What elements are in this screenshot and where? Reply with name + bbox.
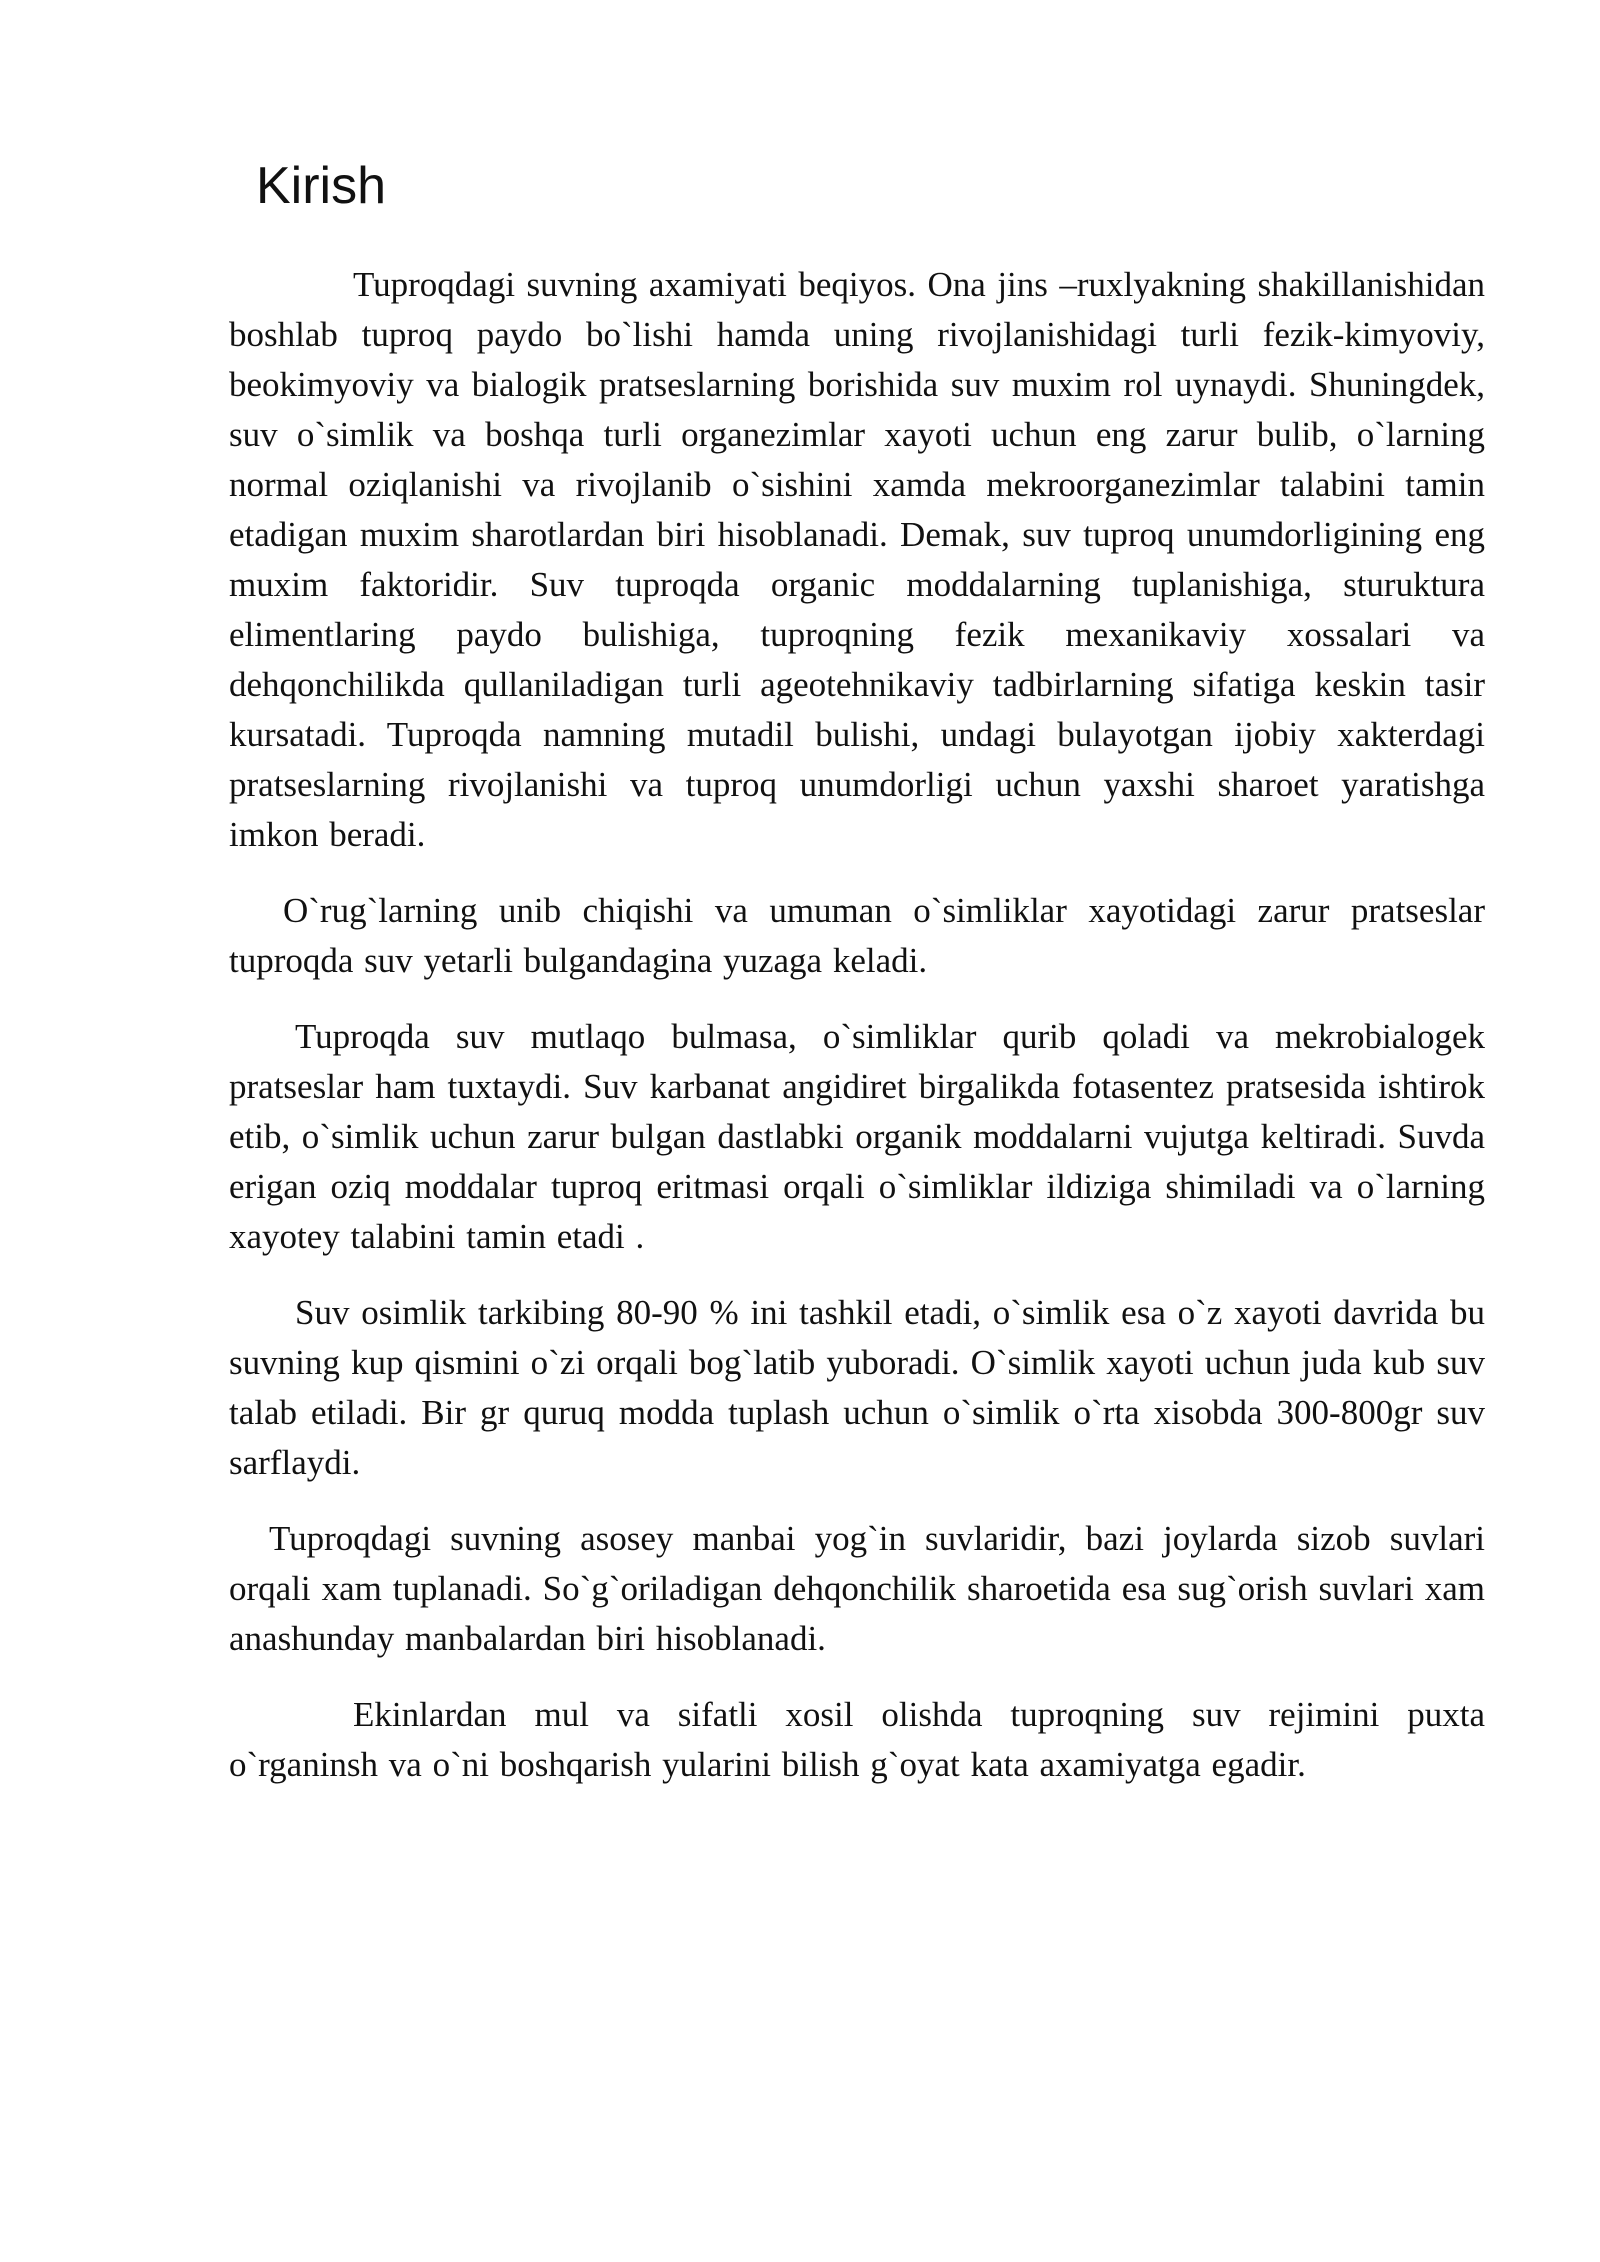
page-title: Kirish	[256, 157, 387, 215]
paragraph-3: Tuproqda suv mutlaqo bulmasa, o`simliklar qurib qoladi va mekrobialogek pratseslar ham tuxtaydi. Suv karbanat angidiret birgalikda fotasentez pratsesida ishtirok etib, o`simlik uchun zarur bulgan dastlabki organik moddalarni vujutga keltiradi. Suvda erigan oziq moddalar tuproq eritmasi orqali o`simliklar ildiziga shimiladi va o`larning xayotey talabini tamin etadi .	[229, 1017, 1485, 1256]
document-body	[229, 150, 1485, 1816]
paragraph-2: O`rug`larning unib chiqishi va umuman o`simliklar xayotidagi zarur pratseslar tuproqda suv yetarli bulgandagina yuzaga keladi.	[229, 891, 1485, 980]
paragraph-1: Tuproqdagi suvning axamiyati beqiyos. Ona jins –ruxlyakning shakillanishidan boshlab tuproq paydo bo`lishi hamda uning rivojlanishidagi turli fezik-kimyoviy, beokimyoviy va bialogik pratseslarning borishida suv muxim rol uynaydi. Shuningdek, suv o`simlik va boshqa turli organezimlar xayoti uchun eng zarur bulib, o`larning normal oziqlanishi va rivojlanib o`sishini xamda mekroorganezimlar talabini tamin etadigan muxim sharotlardan biri hisoblanadi. Demak, suv tuproq unumdorligining eng muxim faktoridir. Suv tuproqda organic moddalarning tuplanishiga, sturuktura elimentlaring paydo bulishiga, tuproqning fezik mexanikaviy xossalari va dehqonchilikda qullaniladigan turli ageotehnikaviy tadbirlarning sifatiga keskin tasir kursatadi. Tuproqda namning mutadil bulishi, undagi bulayotgan ijobiy xakterdagi pratseslarning rivojlanishi va tuproq unumdorligi uchun yaxshi sharoet yaratishga imkon beradi.	[229, 265, 1485, 854]
paragraph-6: Ekinlardan mul va sifatli xosil olishda tuproqning suv rejimini puxta o`rganinsh va o`ni boshqarish yularini bilish g`oyat kata axamiyatga egadir.	[229, 1695, 1485, 1784]
paragraph-5: Tuproqdagi suvning asosey manbai yog`in suvlaridir, bazi joylarda sizob suvlari orqali xam tuplanadi. So`g`oriladigan dehqonchilik sharoetida esa sug`orish suvlari xam anashunday manbalardan biri hisoblanadi.	[229, 1519, 1485, 1658]
paragraph-4: Suv osimlik tarkibing 80-90 % ini tashkil etadi, o`simlik esa o`z xayoti davrida bu suvning kup qismini o`zi orqali bog`latib yuboradi. O`simlik xayoti uchun juda kub suv talab etiladi. Bir gr quruq modda tuplash uchun o`simlik o`rta xisobda 300-800gr suv sarflaydi.	[229, 1293, 1485, 1482]
